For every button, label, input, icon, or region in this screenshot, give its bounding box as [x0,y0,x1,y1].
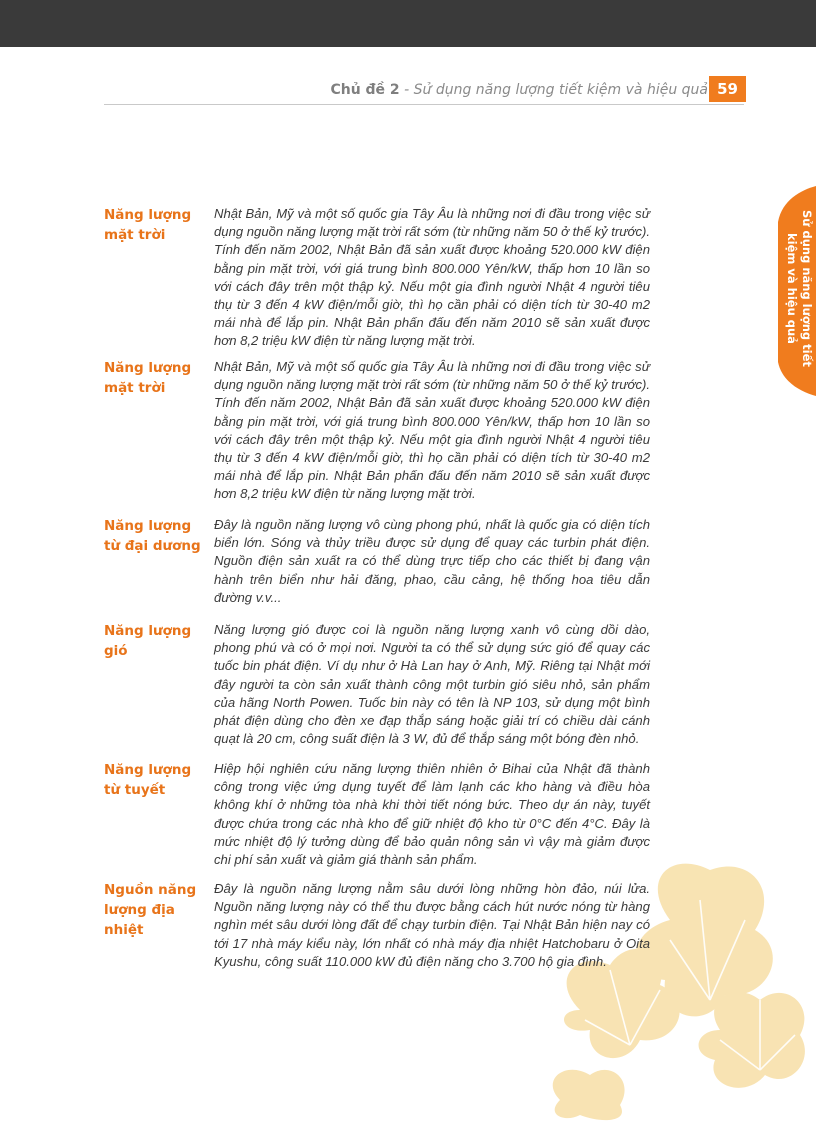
leaf-shape [553,1070,625,1120]
section-body: Năng lượng gió được coi là nguồn năng lượng xanh vô cùng dồi dào, phong phú và có ở mọi nơi. Người ta có thể sử dụng sức gió để quay các tuốc bin phát điện. Ví dụ như ở Hà Lan hay ở Anh, Mỹ. Riêng tại Nhật mới đây người ta còn sản xuất thành công một turbin gió siêu nhỏ, sản phẩm của hãng North Powen. Tuốc bin này có tên là NP 103, sử dụng một bình phát điện dùng cho đèn xe đạp thắp sáng hoặc giải trí có chiều dài cánh quạt là 20 cm, công suất điện là 3 W, đủ để thắp sáng một bóng đèn nhỏ. [214,622,650,747]
section-body: Nhật Bản, Mỹ và một số quốc gia Tây Âu là những nơi đi đầu trong việc sử dụng nguồn năng lượng mặt trời rất sớm (từ những năm 50 ở thế kỷ trước). Tính đến năm 2002, Nhật Bản đã sản xuất được khoảng 520.000 kW điện bằng pin mặt trời, với giá trung bình 800.000 Yên/kW, thấp hơn 10 lần so với cách đây trên một thập kỷ. Nếu một gia đình người Nhật 4 người tiêu thụ từ 3 đến 4 kW điện/mỗi giờ, thì họ cần phải có diện tích từ 30-40 m2 mái nhà để lắp pin. Nhật Bản phấn đấu đến năm 2010 sẽ sản xuất được hơn 8,2 triệu kW điện từ năng lượng mặt trời. [214,359,650,502]
section-body: Hiệp hội nghiên cứu năng lượng thiên nhiên ở Bihai của Nhật đã thành công trong việc ứng dụng tuyết để làm lạnh các kho hàng và điều hòa không khí ở những tòa nhà khi thời tiết nóng bức. Theo dự án này, tuyết được chứa trong các nhà kho để giữ nhiệt độ kho từ 0°C đến 4°C. Đây là mức nhiệt độ lý tưởng dùng để bảo quản nông sản vì vậy mà giảm được chi phí sản xuất và giảm giá thành sản phẩm. [214,761,650,868]
section-body: Nhật Bản, Mỹ và một số quốc gia Tây Âu là những nơi đi đầu trong việc sử dụng nguồn năng lượng mặt trời rất sớm (từ những năm 50 ở thế kỷ trước). Tính đến năm 2002, Nhật Bản đã sản xuất được khoảng 520.000 kW điện bằng pin mặt trời, với giá trung bình 800.000 Yên/kW, thấp hơn 10 lần so với cách đây trên một thập kỷ. Nếu một gia đình người Nhật 4 người tiêu thụ từ 3 đến 4 kW điện/mỗi giờ, thì họ cần phải có diện tích từ 30-40 m2 mái nhà để lắp pin. Nhật Bản phấn đấu đến năm 2010 sẽ sản xuất được hơn 8,2 triệu kW điện từ năng lượng mặt trời. [214,206,650,349]
section-body: Đây là nguồn năng lượng vô cùng phong phú, nhất là quốc gia có diện tích biển lớn. Sóng và thủy triều được sử dụng để quay các turbin phát điện. Nguồn điện sản xuất ra có thể dùng trực tiếp cho các thiết bị đang vận hành trên biển như hải đăng, phao, cầu cảng, hệ thống hoa tiêu dẫn đường v.v... [214,517,650,605]
section-heading: Năng lượng mặt trời [104,207,192,243]
section-body: Đây là nguồn năng lượng nằm sâu dưới lòng những hòn đảo, núi lửa. Nguồn năng lượng này có thể thu được bằng cách hút nước nóng từ hàng nghìn mét sâu dưới lòng đất để chạy turbin điện. Tại Nhật Bản hiện nay có tới 17 nhà máy kiểu này, lớn nhất có nhà máy địa nhiệt Hatchobaru ở Oita Kyushu, công suất 110.000 kW đủ điện năng cho 3.700 hộ gia đình. [214,881,650,969]
section-heading: Nguồn năng lượng địa nhiệt [104,882,197,938]
chapter-label: Chủ đề 2 [330,82,400,98]
section-heading: Năng lượng mặt trời [104,360,192,396]
section-heading: Năng lượng từ đại dương [104,518,201,554]
page-number: 59 [709,76,746,102]
section-heading: Năng lượng từ tuyết [104,762,192,798]
side-tab-text: Sử dụng năng lượng tiết kiệm và hiệu quả [785,209,814,367]
top-dark-bar [0,0,816,47]
running-head [330,79,708,101]
header-rule [104,104,744,105]
chapter-subtitle: - Sử dụng năng lượng tiết kiệm và hiệu quả [399,82,708,98]
section-heading: Năng lượng gió [104,623,192,659]
